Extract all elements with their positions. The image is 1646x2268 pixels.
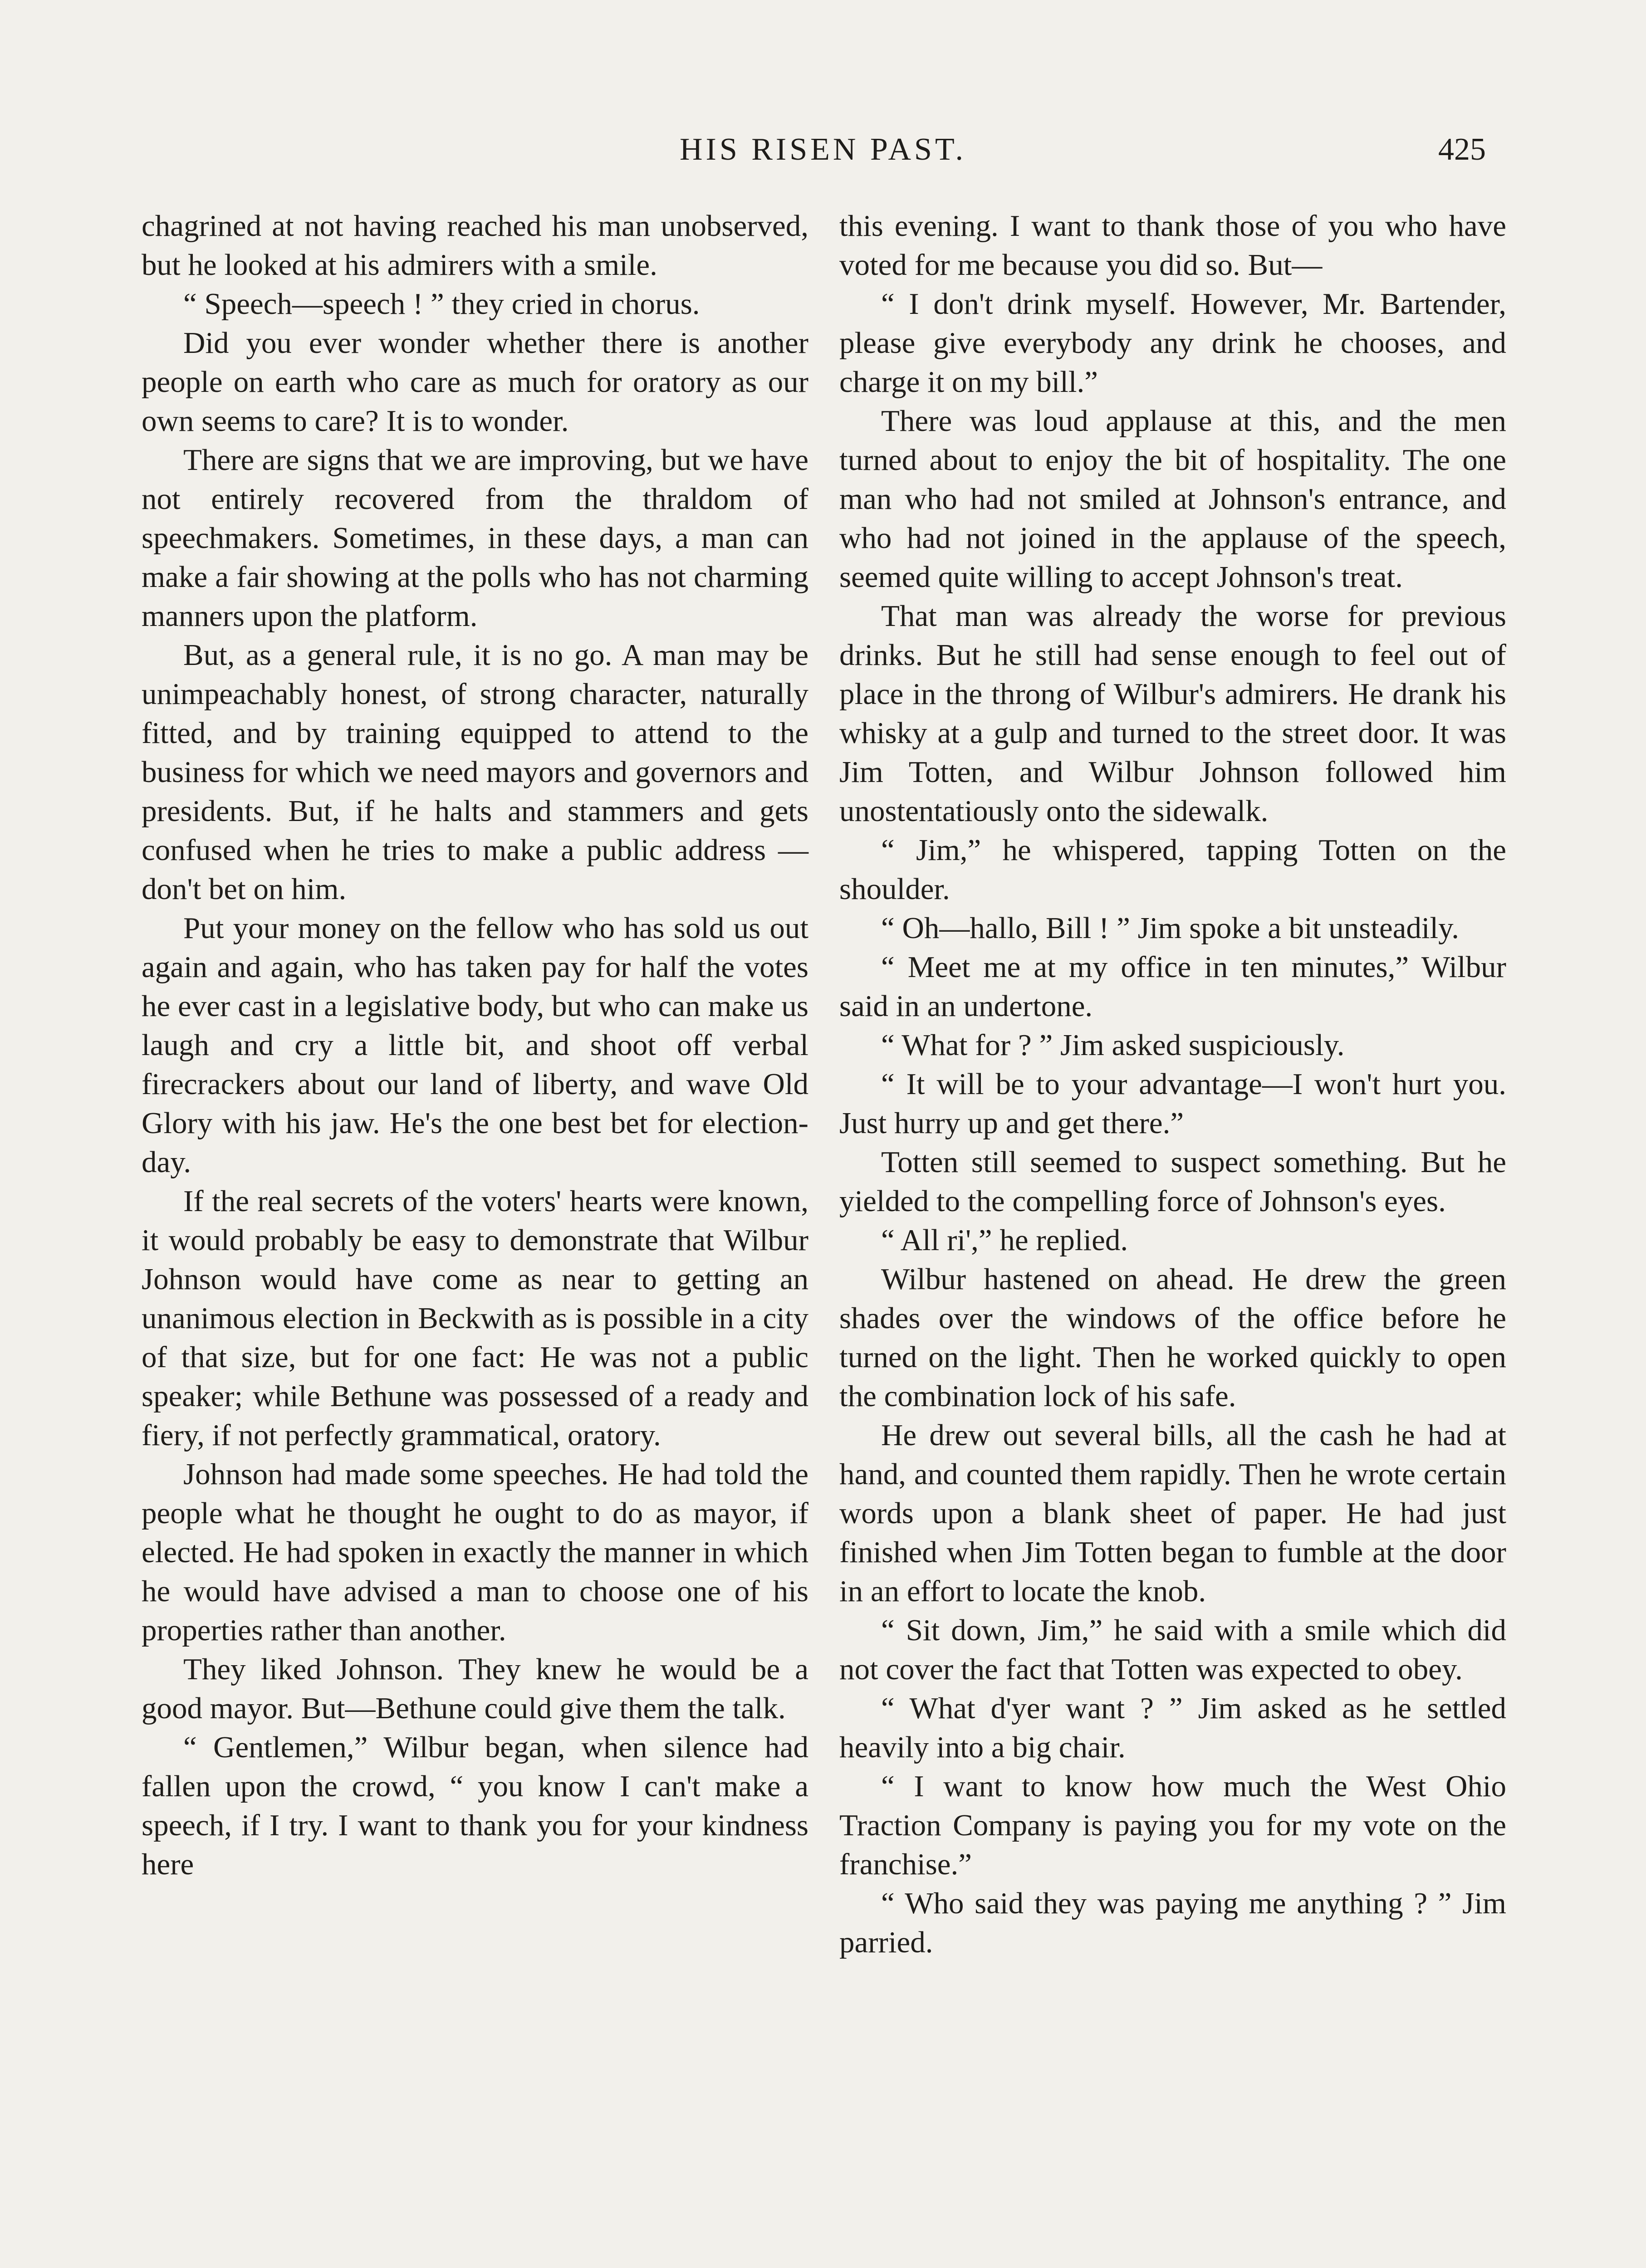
page-number: 425	[1438, 132, 1486, 167]
paragraph: “ Jim,” he whispered, tapping Totten on the shoulder.	[839, 833, 1506, 906]
paragraph: “ Speech—speech ! ” they cried in chorus.	[183, 287, 700, 321]
paragraph: He drew out several bills, all the cash he had at hand, and counted them rapidly. Then he wrote certain words upon a blank sheet of paper. He had just finished when Jim Totten began to fumble at the door in an effort to locate the knob.	[839, 1418, 1506, 1608]
left-column	[142, 206, 808, 1884]
paragraph: Totten still seemed to suspect something. But he yielded to the compelling force of Johnson's eyes.	[839, 1145, 1506, 1218]
paragraph: Did you ever wonder whether there is another people on earth who care as much for oratory as our own seems to care? It is to wonder.	[142, 326, 808, 438]
paragraph: “ Meet me at my office in ten minutes,” Wilbur said in an undertone.	[839, 950, 1506, 1023]
paragraph: “ I don't drink myself. However, Mr. Bartender, please give everybody any drink he chooses, and charge it on my bill.”	[839, 287, 1506, 399]
paragraph: Put your money on the fellow who has sold us out again and again, who has taken pay for half the votes he ever cast in a legislative body, but who can make us laugh and cry a little bit, and shoot off verbal firecrackers about our land of liberty, and wave Old Glory with his jaw. He's the one best bet for election-day.	[142, 911, 808, 1179]
paragraph: “ What d'yer want ? ” Jim asked as he settled heavily into a big chair.	[839, 1691, 1506, 1764]
paragraph: Wilbur hastened on ahead. He drew the green shades over the windows of the office before he turned on the light. Then he worked quickly to open the combination lock of his safe.	[839, 1262, 1506, 1413]
paragraph: “ It will be to your advantage—I won't hurt you. Just hurry up and get there.”	[839, 1067, 1506, 1140]
paragraph: But, as a general rule, it is no go. A man may be unimpeachably honest, of strong character, naturally fitted, and by training equipped to attend to the business for which we need mayors and governors and presidents. But, if he halts and stammers and gets confused when he tries to make a public address — don't bet on him.	[142, 638, 808, 906]
paragraph: “ Sit down, Jim,” he said with a smile which did not cover the fact that Totten was expected to obey.	[839, 1613, 1506, 1686]
paragraph: There are signs that we are improving, but we have not entirely recovered from the thraldom of speechmakers. Sometimes, in these days, a man can make a fair showing at the polls who has not charming manners upon the platform.	[142, 443, 808, 633]
paragraph: chagrined at not having reached his man unobserved, but he looked at his admirers with a smile.	[142, 209, 808, 282]
paragraph: “ Who said they was paying me anything ? ” Jim parried.	[839, 1887, 1506, 1959]
paragraph: “ All ri',” he replied.	[881, 1223, 1128, 1257]
paragraph: They liked Johnson. They knew he would be a good mayor. But—Bethune could give them the talk.	[142, 1652, 808, 1725]
paragraph: If the real secrets of the voters' hearts were known, it would probably be easy to demonstrate that Wilbur Johnson would have come as near to getting an unanimous election in Beckwith as is possible in a city of that size, but for one fact: He was not a public speaker; while Bethune was possessed of a ready and fiery, if not perfectly grammatical, oratory.	[142, 1184, 808, 1452]
paragraph: “ What for ? ” Jim asked suspiciously.	[881, 1028, 1345, 1062]
paragraph: There was loud applause at this, and the men turned about to enjoy the bit of hospitality. The one man who had not smiled at Johnson's entrance, and who had not joined in the applause of the speech, seemed quite willing to accept Johnson's treat.	[839, 404, 1506, 594]
paragraph: Johnson had made some speeches. He had told the people what he thought he ought to do as mayor, if elected. He had spoken in exactly the manner in which he would have advised a man to choose one of his properties rather than another.	[142, 1457, 808, 1647]
paragraph: “ Oh—hallo, Bill ! ” Jim spoke a bit unsteadily.	[881, 911, 1460, 945]
paragraph: “ I want to know how much the West Ohio Traction Company is paying you for my vote on the franchise.”	[839, 1769, 1506, 1881]
running-title: HIS RISEN PAST.	[679, 132, 967, 167]
paragraph: “ Gentlemen,” Wilbur began, when silence had fallen upon the crowd, “ you know I can't make a speech, if I try. I want to thank you for your kindness here	[142, 1730, 808, 1881]
paragraph: this evening. I want to thank those of you who have voted for me because you did so. But—	[839, 209, 1506, 282]
paragraph: That man was already the worse for previous drinks. But he still had sense enough to feel out of place in the throng of Wilbur's admirers. He drank his whisky at a gulp and turned to the street door. It was Jim Totten, and Wilbur Johnson followed him unostentatiously onto the sidewalk.	[839, 599, 1506, 828]
right-column	[839, 206, 1506, 1962]
